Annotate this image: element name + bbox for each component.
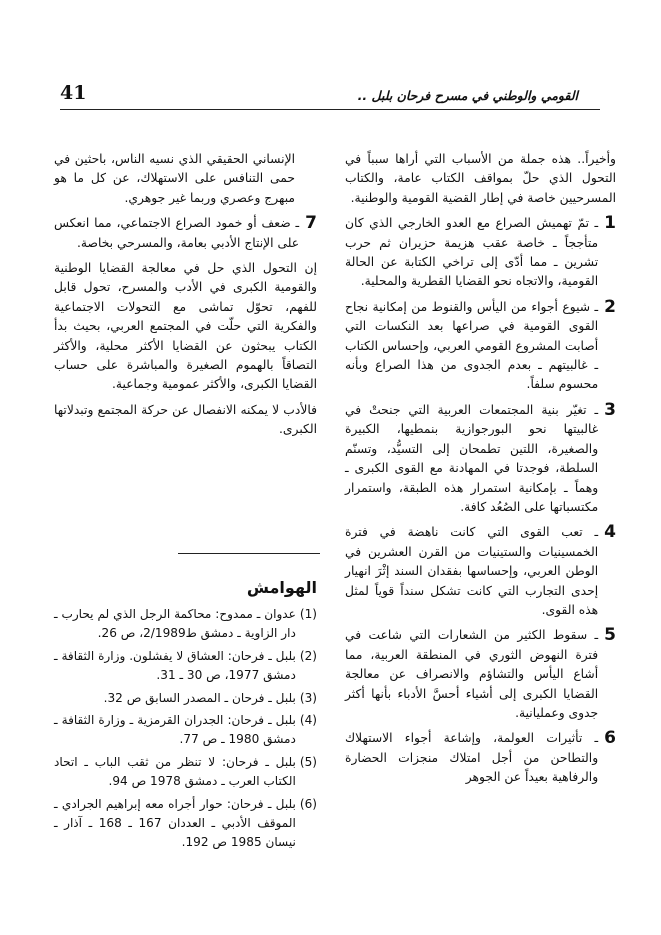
right-column: [345, 150, 616, 794]
body-paragraph: فالأدب لا يمكنه الانفصال عن حركة المجتمع وتبدلاتها الكبرى.: [54, 402, 317, 437]
item-text: ـ سقوط الكثير من الشعارات التي شاعت في فترة النهوض الثوري في المنطقة العربية، مما أشاع اليأس والتشاؤم والانصراف عن معالجة القضايا الكبرى إلى أشياء أحسَّ الأدباء بأنها أكثر جدوى وعمليانية.: [345, 628, 599, 720]
footnote-text: بلبل ـ فرحان: الجدران القرمزية ـ وزارة الثقافة ـ دمشق 1980 ـ ص 77.: [54, 713, 296, 747]
footnote: [54, 689, 317, 708]
item-number: 6: [604, 728, 616, 749]
footnote: [54, 605, 317, 644]
list-item: [345, 214, 616, 292]
item-number: 7: [305, 213, 317, 234]
item-text: ـ تغيّر بنية المجتمعات العربية التي جنحتْ في غالبيتها نحو البورجوازية بنمطيها، الكبيرة والصغيرة، اللتين تطمحان إلى التسيُّد، وتسنّم السلطة، فوجدتا في المهادنة مع القوى الكبرى ـ وهماً ـ بإمكانية استمرار هذه الطبقة، واستمرار مكتسباتها على الصُعُد كافة.: [345, 402, 599, 514]
list-item: [345, 523, 616, 620]
item-text: ـ تعب القوى التي كانت ناهضة في فترة الخمسينيات والستينيات من القرن العشرين في الوطن العربي، وإحساسها بفقدان السند إثْرَ انهيار إحدى التجارب التي كانت تشكل سنداً قوياً لمثل هذه القوى.: [345, 525, 599, 617]
footnote-number: (1): [299, 607, 317, 621]
item-text: ـ تمّ تهميش الصراع مع العدو الخارجي الذي كان متأججاً ـ خاصة عقب هزيمة حزيران ثم حرب تشرين ـ مما أدّى إلى تراخي الكتابة عن الحالة القومية، والاتجاه نحو القضايا القطرية والمحلية.: [345, 216, 599, 289]
page-number: 41: [60, 82, 87, 104]
footnote-text: بلبل ـ فرحان: لا تنظر من ثقب الباب ـ اتحاد الكتاب العرب ـ دمشق 1978 ص 94.: [54, 754, 296, 789]
footnote-number: (2): [299, 648, 317, 663]
item-text: ـ تأثيرات العولمة، وإشاعة أجواء الاستهلاك والتطاحن من أجل امتلاك منجزات الحضارة والرفاهية بعيداً عن الجوهر: [345, 731, 599, 785]
footnote: [54, 753, 317, 792]
list-item: [345, 729, 616, 787]
continuation-paragraph: الإنساني الحقيقي الذي نسيه الناس، باحثين في حمى التنافس على الاستهلاك، عن كل ما هو مبهرج وعصري وربما غير جوهري.: [54, 152, 295, 205]
header-rule: [60, 109, 600, 110]
footnote-text: بلبل ـ فرحان ـ المصدر السابق ص 32.: [103, 690, 296, 705]
footnote-divider: [178, 553, 320, 554]
footnote-text: عدوان ـ ممدوح: محاكمة الرجل الذي لم يحارب ـ دار الزاوية ـ دمشق ط2/1989، ص 26.: [54, 607, 296, 641]
running-header: [60, 82, 600, 108]
body-paragraph: إن التحول الذي حل في معالجة القضايا الوطنية والقومية الكبرى في الأدب والمسرح، تحول قابل للفهم، تحوّل تماشى مع التحولات الاجتماعية والفكرية التي حلّت في المجتمع العربي، بحيث بدأ الكتاب يبحثون عن القضايا الأكثر محلية، والأكثر التصاقاً بالهموم الصغيرة والمباشرة على حساب القضايا الكبرى، والأكثر عمومية وجماعية.: [54, 261, 317, 392]
footnote-number: (3): [299, 690, 317, 705]
list-item: [345, 401, 616, 517]
left-column: [54, 150, 317, 446]
item-text: ـ ضعف أو خمود الصراع الاجتماعي، مما انعكس على الإنتاج الأدبي بعامة، والمسرحي بخاصة.: [54, 216, 300, 250]
notes-heading: الهوامش: [246, 578, 317, 597]
item-number: 5: [604, 625, 616, 646]
item-text: ـ شيوع أجواء من اليأس والقنوط من إمكانية نجاح القوى القومية في صراعها بعد النكسات التي أصابت المشروع القومي العربي، وإحساس الكتاب ـ غالبيتهم ـ بعدم الجدوى من هذا الصراع وبأنه محسوم سلفاً.: [345, 299, 599, 392]
intro-paragraph: وأخيراً.. هذه جملة من الأسباب التي أراها سبباً في التحول الذي حلّ بمواقف الكتاب عامة، والكتاب المسرحيين خاصة في إطار القضية القومية والوطنية.: [345, 152, 616, 205]
footnote: [54, 647, 317, 686]
item-number: 4: [604, 522, 616, 543]
footnote: [54, 711, 317, 750]
footnote-text: بلبل ـ فرحان: حوار أجراه معه إبراهيم الجرادي ـ الموقف الأدبي ـ العددان 167 ـ 168 ـ آذار ـ نيسان 1985 ص 192.: [54, 796, 296, 850]
footnote-number: (5): [299, 754, 317, 769]
footnotes-list: [54, 605, 317, 856]
item-number: 1: [604, 213, 616, 234]
running-title: القومي والوطني في مسرح فرحان بلبل ..: [357, 88, 578, 103]
list-item: [54, 214, 317, 253]
footnote-number: (4): [299, 713, 317, 728]
item-number: 2: [604, 296, 616, 317]
list-item: [345, 298, 616, 395]
footnote-text: بلبل ـ فرحان: العشاق لا يفشلون. وزارة الثقافة ـ دمشق 1977، ص 30 ـ 31.: [54, 648, 296, 683]
item-number: 3: [604, 399, 616, 420]
list-item: [345, 626, 616, 723]
footnote: [54, 795, 317, 853]
footnote-number: (6): [299, 796, 317, 811]
